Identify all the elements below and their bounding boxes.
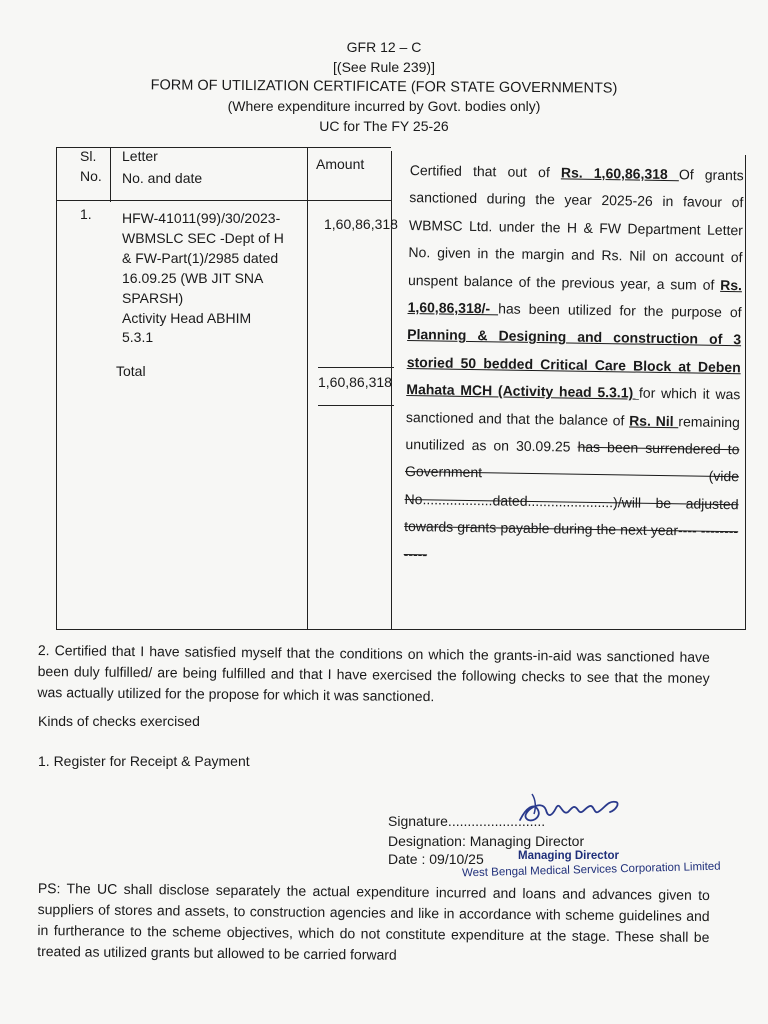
certification-paragraph-2: 2. Certified that I have satisfied myself that the conditions on which the grants-in-aid was sanctioned have been duly fulfilled/ are being fulfilled and that I have exercised the following checks to see that the money was actually utilized for the propose for which it was sanctioned. xyxy=(37,641,710,705)
table-border-left xyxy=(56,147,57,630)
letter-line-4: 16.09.25 (WB JIT SNA xyxy=(122,270,264,286)
amount-header: Amount xyxy=(316,156,365,172)
total-label: Total xyxy=(116,363,146,379)
checks-heading: Kinds of checks exercised xyxy=(38,713,200,729)
col-divider-letter xyxy=(307,147,308,630)
utilization-table xyxy=(56,147,746,630)
project-purpose: Planning & Designing and construction of 3 storied 50 bedded Critical Care Block at Deben Mahata MCH (Activity head 5.3.1) xyxy=(406,326,742,401)
cert-text-3: has been utilized for the purpose of xyxy=(498,300,742,321)
letter-line-5: SPARSH) xyxy=(122,290,184,306)
row-amount: 1,60,86,318 xyxy=(324,216,398,232)
letter-line-3: & FW-Part(1)/2985 dated xyxy=(122,250,279,266)
rule-reference: [(See Rule 239)] xyxy=(333,59,435,75)
postscript-note: PS: The UC shall disclose separately the actual expenditure incurred and loans and advances given to suppliers of stores and assets, to construction agencies and like in accordance with scheme guidelines and in furtherance to the scheme objectives, which do not constitute expenditure at the stage. These shall be treated as utilized grants but allowed to be carried forward xyxy=(37,879,710,963)
col-divider-sl xyxy=(110,147,111,202)
table-border-top xyxy=(56,147,391,148)
certificate-text xyxy=(404,157,744,573)
check-item-1: 1. Register for Receipt & Payment xyxy=(38,753,250,769)
cert-text-4: for which it was sanctioned and that the balance of xyxy=(405,384,741,429)
header-row-divider xyxy=(56,200,391,201)
stamp-title: Managing Director xyxy=(518,850,619,862)
table-border-right xyxy=(745,155,746,630)
cert-text-1: Certified that out of xyxy=(409,161,562,181)
stamp-organization: West Bengal Medical Services Corporation Limited xyxy=(461,860,721,880)
sl-header-2: No. xyxy=(80,168,102,184)
grant-amount: Rs. 1,60,86,318 xyxy=(560,164,680,183)
row-sl: 1. xyxy=(80,206,92,222)
balance-amount: Rs. Nil xyxy=(629,412,679,429)
letter-header-1: Letter xyxy=(122,148,158,164)
letter-line-6: Activity Head ABHIM xyxy=(122,310,252,326)
handwritten-signature xyxy=(512,790,632,836)
letter-line-7: 5.3.1 xyxy=(122,329,154,345)
struck-text: has been surrendered to Government (vide No..................dated......................)/will be adjusted towards grants payable during the next year---- ------------- xyxy=(403,438,740,563)
letter-header-2: No. and date xyxy=(122,170,203,186)
form-code: GFR 12 – C xyxy=(346,39,422,55)
utilized-amount: Rs. 1,60,86,318/- xyxy=(407,276,743,317)
form-title: FORM OF UTILIZATION CERTIFICATE (FOR STATE GOVERNMENTS) xyxy=(150,77,618,97)
financial-year: UC for The FY 25-26 xyxy=(319,118,449,134)
table-border-bottom xyxy=(56,629,746,630)
form-subtitle: (Where expenditure incurred by Govt. bodies only) xyxy=(227,98,541,114)
designation: Designation: Managing Director xyxy=(388,833,585,849)
sl-header-1: Sl. xyxy=(80,148,97,164)
cert-text-2: Of grants sanctioned during the year 2025-26 in favour of WBMSC Ltd. under the H & FW Department Letter No. given in the margin and Rs. Nil on account of unspent balance of the previous year, a sum of xyxy=(407,166,744,293)
total-rule-bottom xyxy=(318,405,394,406)
total-amount: 1,60,86,318 xyxy=(318,374,392,390)
total-rule-top xyxy=(318,367,394,368)
letter-line-1: HFW-41011(99)/30/2023- xyxy=(122,210,281,226)
letter-line-2: WBMSLC SEC -Dept of H xyxy=(122,230,284,246)
cert-text-5: remaining unutilized as on 30.09.25 xyxy=(405,412,740,455)
signature-date: Date : 09/10/25 xyxy=(388,851,484,867)
signature-label: Signature......................... xyxy=(388,813,546,829)
